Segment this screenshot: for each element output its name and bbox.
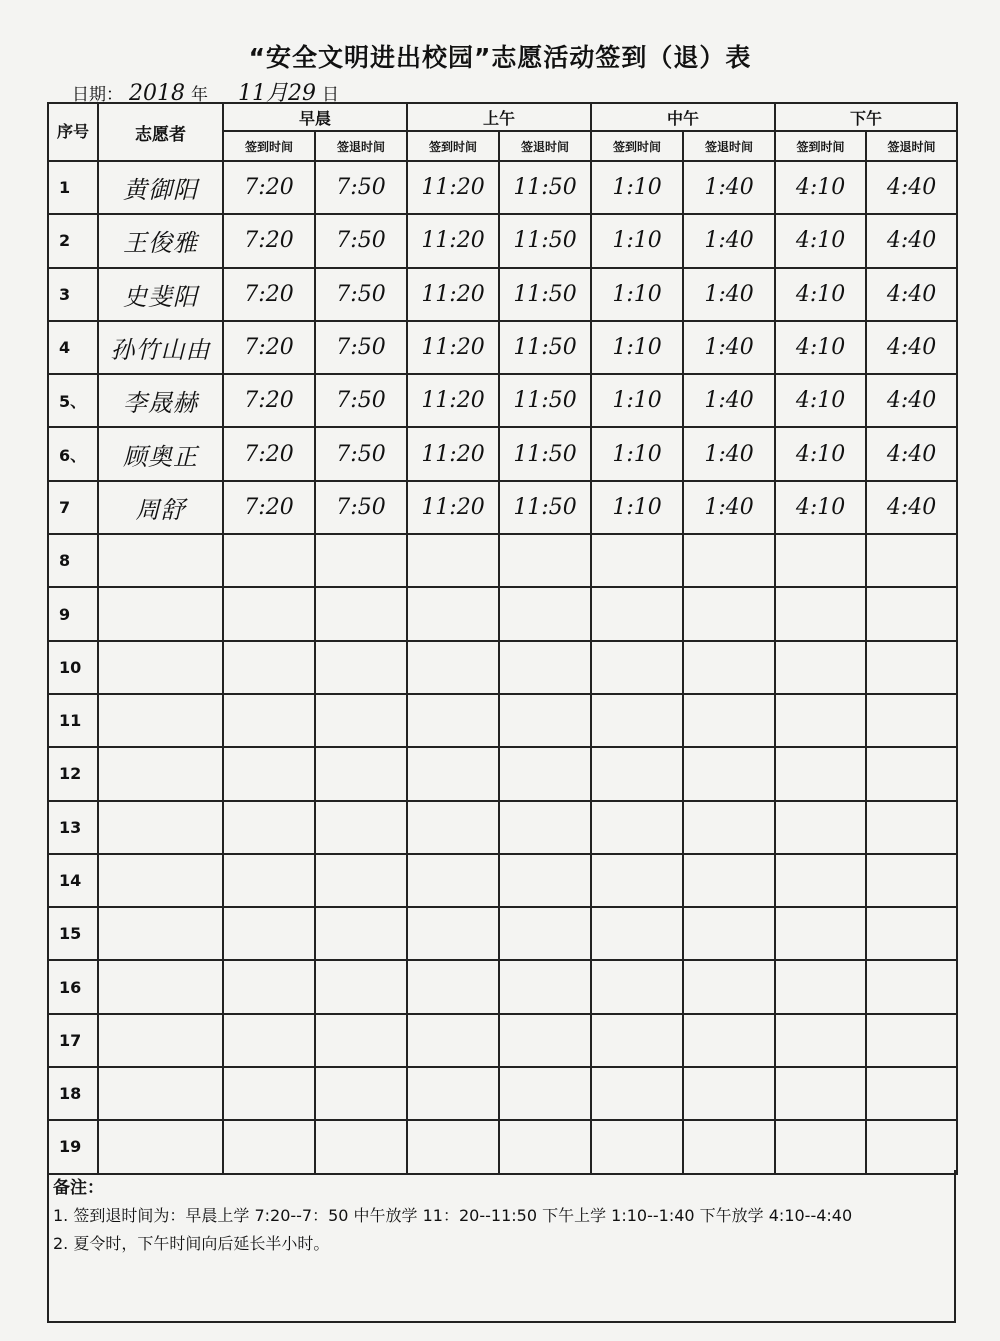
signout-time: 11:50 xyxy=(499,268,591,321)
signin-time: 7:20 xyxy=(223,214,315,267)
row-number: 18 xyxy=(48,1067,98,1120)
signin-time xyxy=(775,694,866,747)
signout-time: 11:50 xyxy=(499,374,591,427)
signin-time: 11:20 xyxy=(407,268,499,321)
table-row xyxy=(48,481,957,534)
signout-time xyxy=(683,801,775,854)
signin-time: 11:20 xyxy=(407,427,499,480)
signout-time xyxy=(683,1067,775,1120)
signout-time: 11:50 xyxy=(499,427,591,480)
signout-time: 4:40 xyxy=(866,374,957,427)
signin-time: 4:10 xyxy=(775,427,866,480)
signout-time xyxy=(315,747,407,800)
signout-time: 1:40 xyxy=(683,161,775,214)
signin-time xyxy=(407,747,499,800)
period-header: 早晨 xyxy=(223,103,407,131)
signout-time: 11:50 xyxy=(499,321,591,374)
signin-time xyxy=(223,534,315,587)
row-number: 8 xyxy=(48,534,98,587)
volunteer-name xyxy=(98,641,223,694)
signout-time: 4:40 xyxy=(866,161,957,214)
sub-header-signout: 签退时间 xyxy=(499,131,591,161)
table-body xyxy=(48,161,957,1174)
signin-time xyxy=(775,854,866,907)
signout-time xyxy=(866,907,957,960)
sub-header-signout: 签退时间 xyxy=(866,131,957,161)
signin-time xyxy=(223,1014,315,1067)
signout-time xyxy=(499,1120,591,1173)
date-year: 2018 xyxy=(129,81,185,106)
signin-time xyxy=(591,747,683,800)
row-number: 11 xyxy=(48,694,98,747)
signout-time xyxy=(315,1014,407,1067)
table-row xyxy=(48,268,957,321)
signout-time: 11:50 xyxy=(499,214,591,267)
signin-time xyxy=(407,694,499,747)
signin-time xyxy=(775,960,866,1013)
row-number: 4 xyxy=(48,321,98,374)
signin-time xyxy=(591,907,683,960)
volunteer-name xyxy=(98,587,223,640)
signin-time: 11:20 xyxy=(407,214,499,267)
signin-time: 1:10 xyxy=(591,427,683,480)
signin-time: 4:10 xyxy=(775,374,866,427)
sub-header-signin: 签到时间 xyxy=(591,131,683,161)
row-number: 2 xyxy=(48,214,98,267)
signin-time xyxy=(407,587,499,640)
signin-time xyxy=(407,1014,499,1067)
signin-time xyxy=(775,1120,866,1173)
signout-time: 7:50 xyxy=(315,374,407,427)
signout-time: 1:40 xyxy=(683,374,775,427)
page-title: “安全文明进出校园”志愿活动签到（退）表 xyxy=(248,43,752,72)
signout-time xyxy=(499,694,591,747)
volunteer-name xyxy=(98,907,223,960)
signin-time: 7:20 xyxy=(223,268,315,321)
signin-time xyxy=(407,801,499,854)
signout-time: 1:40 xyxy=(683,321,775,374)
volunteer-name: 孙竹山由 xyxy=(98,321,223,374)
note-line-1: 1. 签到退时间为：早晨上学 7:20--7：50 中午放学 11：20--11:50 下午上学 1:10--1:40 下午放学 4:10--4:40 xyxy=(53,1206,853,1225)
table-row xyxy=(48,214,957,267)
row-number: 7 xyxy=(48,481,98,534)
signout-time: 4:40 xyxy=(866,214,957,267)
volunteer-name: 黄御阳 xyxy=(98,161,223,214)
signout-time: 4:40 xyxy=(866,321,957,374)
row-number: 19 xyxy=(48,1120,98,1173)
row-number: 14 xyxy=(48,854,98,907)
signout-time xyxy=(683,854,775,907)
period-header: 下午 xyxy=(775,103,957,131)
signout-time: 1:40 xyxy=(683,427,775,480)
table-row xyxy=(48,427,957,480)
signin-time xyxy=(223,1067,315,1120)
sub-header-signout: 签退时间 xyxy=(683,131,775,161)
row-number: 6、 xyxy=(48,427,98,480)
row-number: 1 xyxy=(48,161,98,214)
signout-time xyxy=(866,1014,957,1067)
signin-time: 11:20 xyxy=(407,161,499,214)
signin-time: 7:20 xyxy=(223,374,315,427)
signin-time: 11:20 xyxy=(407,481,499,534)
signout-time xyxy=(683,747,775,800)
signin-time: 4:10 xyxy=(775,161,866,214)
sub-header-signin: 签到时间 xyxy=(407,131,499,161)
signin-time xyxy=(591,694,683,747)
sub-header-signin: 签到时间 xyxy=(775,131,866,161)
table-row xyxy=(48,1120,957,1173)
signout-time xyxy=(683,960,775,1013)
row-number: 17 xyxy=(48,1014,98,1067)
signin-time xyxy=(775,801,866,854)
signin-time: 1:10 xyxy=(591,321,683,374)
sub-header-signout: 签退时间 xyxy=(315,131,407,161)
signin-time xyxy=(591,1014,683,1067)
signin-time xyxy=(775,534,866,587)
signin-time xyxy=(775,747,866,800)
table-row xyxy=(48,694,957,747)
row-number: 16 xyxy=(48,960,98,1013)
signout-time xyxy=(683,534,775,587)
signin-time: 7:20 xyxy=(223,321,315,374)
signin-time xyxy=(223,854,315,907)
signout-time xyxy=(315,1067,407,1120)
signin-time xyxy=(775,1014,866,1067)
signin-time xyxy=(775,1067,866,1120)
col-header-seq: 序号 xyxy=(48,103,98,161)
signout-time xyxy=(866,694,957,747)
signin-time: 11:20 xyxy=(407,374,499,427)
signin-time xyxy=(407,854,499,907)
signout-time xyxy=(866,641,957,694)
signin-time xyxy=(223,641,315,694)
signout-time xyxy=(315,960,407,1013)
signout-time xyxy=(315,854,407,907)
signin-time xyxy=(591,1067,683,1120)
signin-time xyxy=(223,747,315,800)
signin-time xyxy=(591,960,683,1013)
volunteer-name xyxy=(98,1067,223,1120)
signout-time xyxy=(315,907,407,960)
signin-time xyxy=(591,641,683,694)
note-line-2: 2. 夏令时，下午时间向后延长半小时。 xyxy=(53,1234,330,1253)
signin-time xyxy=(775,641,866,694)
signout-time xyxy=(866,587,957,640)
signout-time xyxy=(683,641,775,694)
signin-time: 7:20 xyxy=(223,481,315,534)
row-number: 9 xyxy=(48,587,98,640)
table-row xyxy=(48,161,957,214)
sub-header-signin: 签到时间 xyxy=(223,131,315,161)
signout-time: 4:40 xyxy=(866,268,957,321)
signin-time xyxy=(775,587,866,640)
signout-time xyxy=(683,1014,775,1067)
table-row xyxy=(48,587,957,640)
signout-time xyxy=(866,534,957,587)
date-day-unit: 日 xyxy=(322,85,339,105)
volunteer-name xyxy=(98,1120,223,1173)
row-number: 15 xyxy=(48,907,98,960)
signout-time xyxy=(315,694,407,747)
volunteer-name: 周舒 xyxy=(98,481,223,534)
signout-time xyxy=(866,960,957,1013)
date-year-unit: 年 xyxy=(191,85,208,105)
signout-time xyxy=(499,534,591,587)
signin-time xyxy=(407,641,499,694)
signout-time xyxy=(315,801,407,854)
table-row xyxy=(48,1014,957,1067)
table-row xyxy=(48,801,957,854)
signout-time xyxy=(315,641,407,694)
signout-time xyxy=(499,854,591,907)
notes-heading: 备注： xyxy=(53,1178,104,1198)
signin-time xyxy=(223,694,315,747)
signout-time xyxy=(866,1067,957,1120)
signout-time xyxy=(499,907,591,960)
signout-time xyxy=(499,801,591,854)
signin-time xyxy=(407,907,499,960)
signout-time xyxy=(866,854,957,907)
volunteer-name xyxy=(98,747,223,800)
signout-time: 7:50 xyxy=(315,321,407,374)
row-number: 10 xyxy=(48,641,98,694)
row-number: 13 xyxy=(48,801,98,854)
signout-time xyxy=(683,1120,775,1173)
volunteer-name: 史斐阳 xyxy=(98,268,223,321)
signin-time: 4:10 xyxy=(775,481,866,534)
signout-time xyxy=(499,747,591,800)
signout-time xyxy=(683,587,775,640)
signin-time: 1:10 xyxy=(591,268,683,321)
volunteer-name xyxy=(98,1014,223,1067)
signout-time: 7:50 xyxy=(315,214,407,267)
signin-time: 1:10 xyxy=(591,481,683,534)
signout-time xyxy=(315,534,407,587)
signin-time xyxy=(775,907,866,960)
period-header: 中午 xyxy=(591,103,775,131)
table-row xyxy=(48,960,957,1013)
signout-time xyxy=(499,1067,591,1120)
volunteer-name xyxy=(98,694,223,747)
signin-time xyxy=(223,1120,315,1173)
signout-time xyxy=(499,587,591,640)
row-number: 5、 xyxy=(48,374,98,427)
signin-time xyxy=(407,534,499,587)
signin-table xyxy=(47,102,958,1175)
signin-time: 7:20 xyxy=(223,161,315,214)
signin-time: 4:10 xyxy=(775,214,866,267)
signout-time: 1:40 xyxy=(683,268,775,321)
table-row xyxy=(48,907,957,960)
signin-time xyxy=(407,1120,499,1173)
volunteer-name: 李晟赫 xyxy=(98,374,223,427)
signout-time: 7:50 xyxy=(315,481,407,534)
signout-time: 1:40 xyxy=(683,481,775,534)
signin-time xyxy=(591,1120,683,1173)
signout-time: 11:50 xyxy=(499,161,591,214)
signin-time xyxy=(591,801,683,854)
signout-time xyxy=(683,694,775,747)
row-number: 3 xyxy=(48,268,98,321)
signin-time xyxy=(407,1067,499,1120)
volunteer-name: 王俊雅 xyxy=(98,214,223,267)
signout-time xyxy=(315,587,407,640)
signin-time xyxy=(591,534,683,587)
signout-time: 11:50 xyxy=(499,481,591,534)
table-row xyxy=(48,641,957,694)
table-row xyxy=(48,1067,957,1120)
signin-time xyxy=(591,587,683,640)
col-header-volunteer: 志愿者 xyxy=(98,103,223,161)
table-row xyxy=(48,321,957,374)
table-row xyxy=(48,374,957,427)
signout-time: 7:50 xyxy=(315,427,407,480)
signin-time: 1:10 xyxy=(591,161,683,214)
signout-time: 7:50 xyxy=(315,268,407,321)
signout-time xyxy=(683,907,775,960)
volunteer-name xyxy=(98,960,223,1013)
signout-time: 7:50 xyxy=(315,161,407,214)
signin-time xyxy=(407,960,499,1013)
volunteer-name xyxy=(98,854,223,907)
signin-time xyxy=(223,960,315,1013)
signin-time: 1:10 xyxy=(591,214,683,267)
table-row xyxy=(48,534,957,587)
signout-time xyxy=(499,1014,591,1067)
date-month-day: 11月29 xyxy=(238,81,316,106)
period-header: 上午 xyxy=(407,103,591,131)
signin-time xyxy=(223,907,315,960)
signin-time xyxy=(223,587,315,640)
volunteer-name xyxy=(98,534,223,587)
signout-time: 4:40 xyxy=(866,427,957,480)
volunteer-name xyxy=(98,801,223,854)
signin-time: 4:10 xyxy=(775,321,866,374)
signin-time xyxy=(591,854,683,907)
signin-time: 4:10 xyxy=(775,268,866,321)
signin-time: 11:20 xyxy=(407,321,499,374)
table-row xyxy=(48,747,957,800)
notes-section xyxy=(49,1174,958,1258)
volunteer-name: 顾奥正 xyxy=(98,427,223,480)
signout-time xyxy=(315,1120,407,1173)
signout-time xyxy=(866,1120,957,1173)
signin-time: 7:20 xyxy=(223,427,315,480)
signin-time xyxy=(223,801,315,854)
signout-time xyxy=(499,960,591,1013)
signout-time: 1:40 xyxy=(683,214,775,267)
signin-time: 1:10 xyxy=(591,374,683,427)
signout-time xyxy=(499,641,591,694)
table-row xyxy=(48,854,957,907)
row-number: 12 xyxy=(48,747,98,800)
date-label: 日期： xyxy=(72,85,123,105)
signout-time: 4:40 xyxy=(866,481,957,534)
signout-time xyxy=(866,801,957,854)
signout-time xyxy=(866,747,957,800)
